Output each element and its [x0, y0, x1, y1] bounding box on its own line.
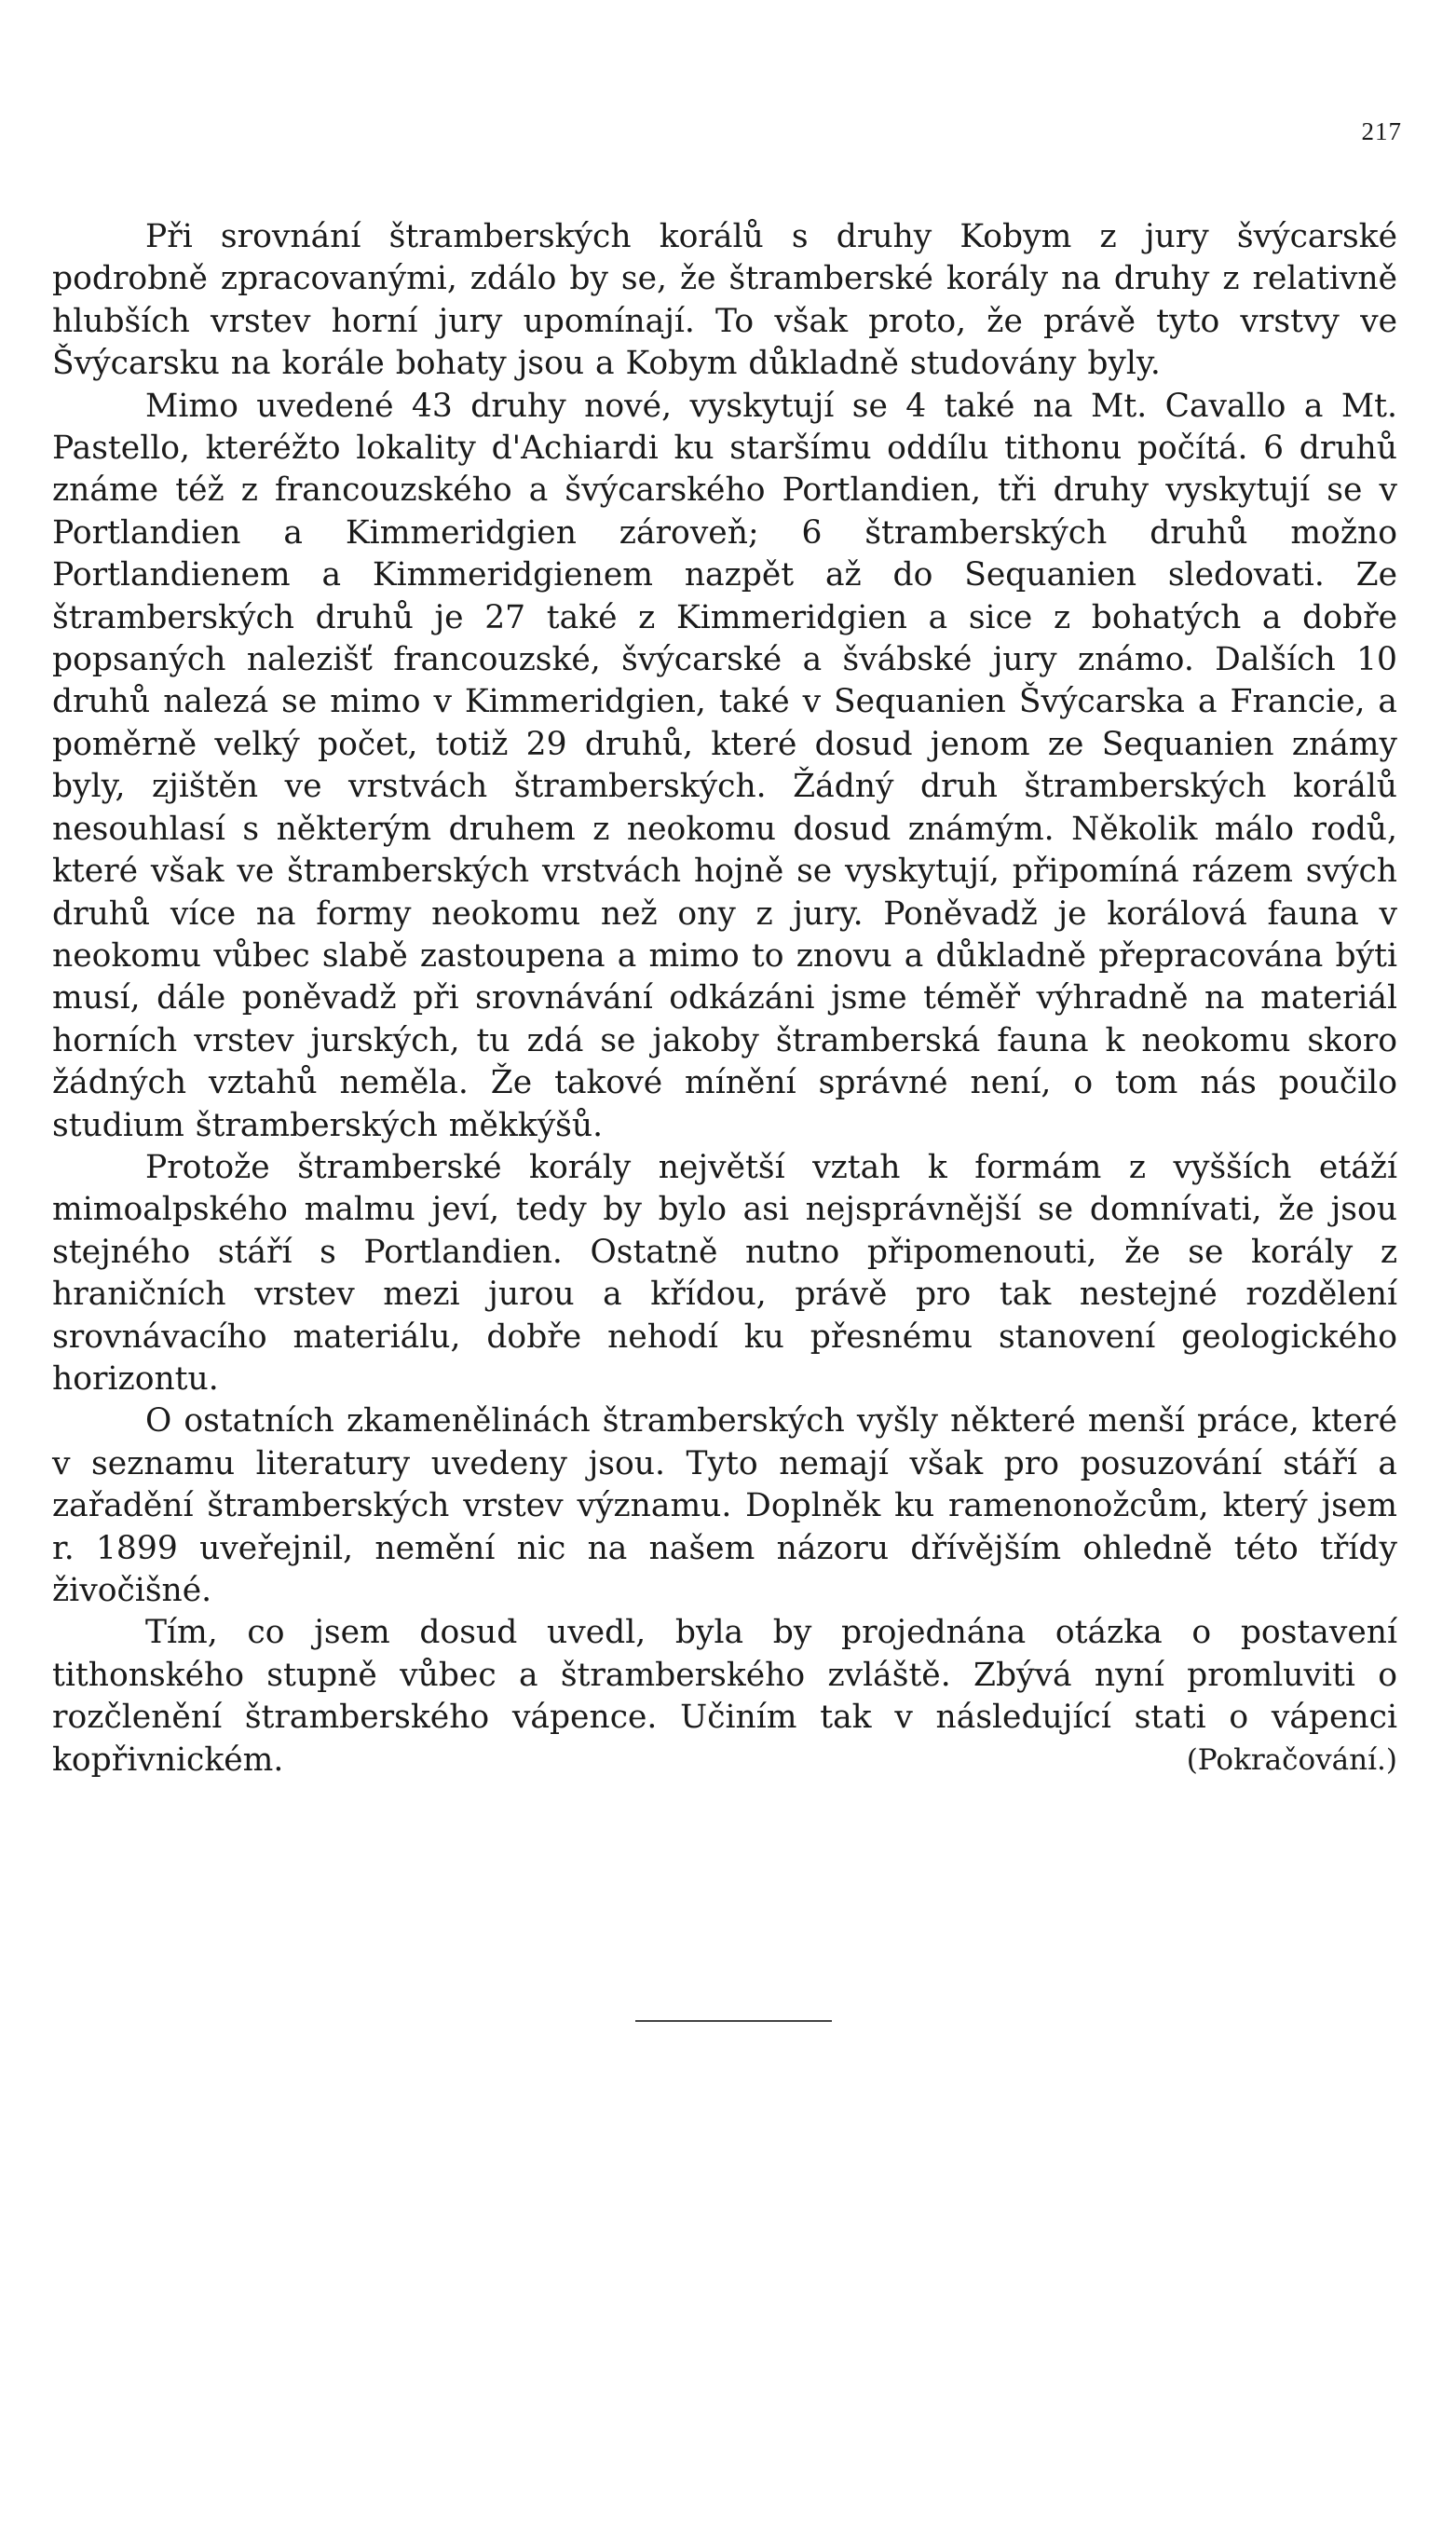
- paragraph-2: Mimo uvedené 43 druhy nové, vyskytují se 4 také na Mt. Cavallo a Mt. Pastello, kteréžto lokality d'Achiardi ku staršímu oddílu tithonu počítá. 6 druhů známe též z francouzského a švýcarského Portlandien, tři druhy vyskytují se v Portlandien a Kimmeridgien zároveň; 6 štramberských druhů možno Portlandienem a Kimmeridgienem nazpět až do Sequanien sledovati. Ze štramberských druhů je 27 také z Kimmeridgien a sice z bohatých a dobře popsaných nalezišť francouzské, švýcarské a švábské jury známo. Dalších 10 druhů nalezá se mimo v Kimmeridgien, také v Sequanien Švýcarska a Francie, a poměrně velký počet, totiž 29 druhů, které dosud jenom ze Sequanien známy byly, zjištěn ve vrstvách štramberských. Žádný druh štramberských korálů nesouhlasí s některým druhem z neokomu dosud známým. Několik málo rodů, které však ve štramberských vrstvách hojně se vyskytují, připomíná rázem svých druhů více na formy neokomu než ony z jury. Poněvadž je korálová fauna v neokomu vůbec slabě zastoupena a mimo to znovu a důkladně přepracována býti musí, dále poněvadž při srovnávání odkázáni jsme téměř výhradně na materiál horních vrstev jurských, tu zdá se jakoby štramberská fauna k neokomu skoro žádných vztahů neměla. Že takové mínění správné není, o tom nás poučilo studium štramberských měkkýšů.: [52, 387, 1397, 1144]
- page-number: 217: [1361, 117, 1402, 145]
- paragraph-3: Protože štramberské korály největší vztah k formám z vyšších etáží mimoalpského malmu jeví, tedy by bylo asi nejsprávnější se domnívati, že jsou stejného stáří s Portlandien. Ostatně nutno připomenouti, že se korály z hraničních vrstev mezi jurou a křídou, právě pro tak nestejné rozdělení srovnávacího materiálu, dobře nehodí ku přesnému stanovení geologického horizontu.: [52, 1148, 1397, 1398]
- end-rule-divider: [635, 2020, 832, 2022]
- paragraph-5: Tím, co jsem dosud uvedl, byla by projednána otázka o postavení tithonského stupně vůbec a štramberského zvláště. Zbývá nyní promluviti o rozčlenění štramberského vápence. Učiním tak v následující stati o vápenci kopřivnickém.: [52, 1614, 1397, 1779]
- paragraph-1: Při srovnání štramberských korálů s druhy Kobym z jury švýcarské podrobně zpracovanými, zdálo by se, že štramberské korály na druhy z relativně hlubších vrstev horní jury upomínají. To však proto, že právě tyto vrstvy ve Švýcarsku na korále bohaty jsou a Kobym důkladně studovány byly.: [52, 218, 1397, 383]
- body-text: [52, 216, 1397, 1782]
- paragraph-4: O ostatních zkamenělinách štramberských vyšly některé menší práce, které v seznamu literatury uvedeny jsou. Tyto nemají však pro posuzování stáří a zařadění štramberských vrstev významu. Doplněk ku ramenonožcům, který jsem r. 1899 uveřejnil, nemění nic na našem názoru dřívějším ohledně této třídy živočišné.: [52, 1402, 1397, 1609]
- closing-paragraph-block: [52, 1612, 1397, 1782]
- continued-note: (Pokračování.): [1186, 1742, 1397, 1777]
